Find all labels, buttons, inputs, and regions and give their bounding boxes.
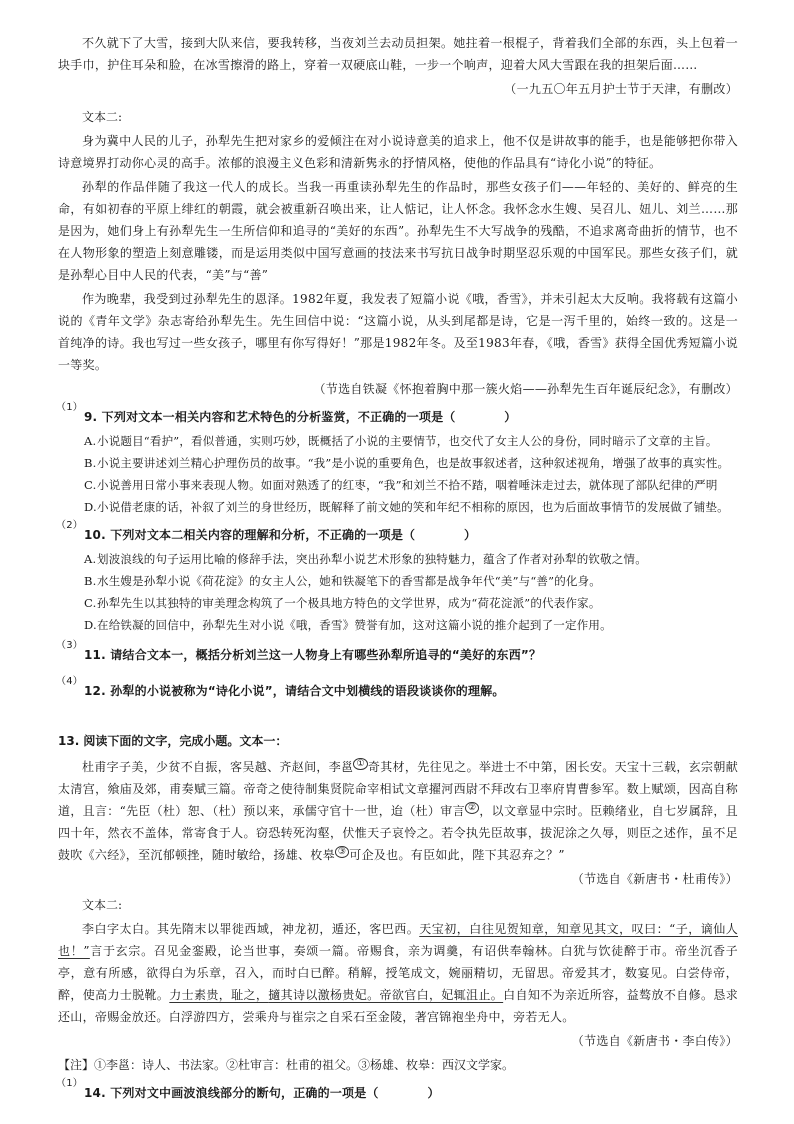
text2-para-2: 孙犁的作品伴随了我这一代人的成长。当我一再重读孙犁先生的作品时，那些女孩子们——年轻的、美好的、鲜亮的生命，有如初春的平原上绯红的朝霞，就会被重新召唤出来，让人惦记，让人怀念。我怀念水生嫂、吴召儿、妞儿、刘兰……那是因为，她们身上有孙犁先生一生所信仰和追寻的“美好的东西”。孙犁先生不大写战争的残酷，不追求离奇曲折的情节，也不在人物形象的塑造上刻意雕镂，而是运用类似中国写意画的技法来书写抗日战争时期坚忍乐观的中国军民。那些女孩子们，就是孙犁心目中人民的代表，“美”与“善” xyxy=(58,180,738,282)
classical-text2-part-f: 白自知不为亲近所容，益骜放不自修。恳求还山，帝赐金放还。白浮游四方，尝乘舟与崔宗之自采石至金陵，著宫锦袍坐舟中，旁若无人。 xyxy=(58,988,739,1024)
option-text: 划波浪线的句子运用比喻的修辞手法，突出孙犁小说艺术形象的独特魅力，蕴含了作者对孙犁的钦敬之情。 xyxy=(97,552,647,566)
option-letter: A. xyxy=(84,552,97,566)
option-letter: C. xyxy=(84,596,97,610)
exam-page xyxy=(58,32,738,1104)
question-12 xyxy=(56,676,738,702)
option-10a[interactable] xyxy=(71,548,738,570)
question-14-subnum: （1） xyxy=(56,1078,83,1089)
option-text: 在给铁凝的回信中，孙犁先生对小说《哦，香雪》赞誉有加，这对这篇小说的推介起到了一定作用。 xyxy=(97,618,612,632)
option-letter: B. xyxy=(84,574,97,588)
question-11-stem: 11. 请结合文本一，概括分析刘兰这一人物身上有哪些孙犁所追寻的“美好的东西”？ xyxy=(84,648,542,662)
underlined-sentence-2b: 擿其诗以激杨贵妃。帝欲官白，妃辄沮止。 xyxy=(268,988,504,1002)
text2-para-3: 作为晚辈，我受到过孙犁先生的恩泽。1982年夏，我发表了短篇小说《哦，香雪》，并未引起太大反响。我将载有这篇小说的《青年文学》杂志寄给孙犁先生。先生回信中说：“这篇小说，从头到尾都是诗，它是一泻千里的，始终一致的。这是一首纯净的诗。我也写过一些女孩子，哪里有你写得好！”那是1982年冬。及至1983年春，《哦，香雪》获得全国优秀短篇小说一等奖。 xyxy=(58,292,738,372)
text2-label: 文本二: xyxy=(82,110,123,124)
option-9b[interactable] xyxy=(71,452,738,474)
question-9-options xyxy=(58,430,738,518)
option-text: 小说题目“看护”，看似普通，实则巧妙，既概括了小说的主要情节，也交代了女主人公的身份，同时暗示了文章的主旨。 xyxy=(97,434,718,448)
option-text: 小说借老康的话，补叙了刘兰的身世经历，既解释了前文她的笑和年纪不相称的原因，也为后面故事情节的发展做了铺垫。 xyxy=(97,500,729,514)
question-10-subnum: （2） xyxy=(56,520,83,531)
question-10-stem: 10. 下列对文本二相关内容的理解和分析，不正确的一项是（ ） xyxy=(84,528,477,542)
question-11 xyxy=(56,640,738,666)
question-12-stem: 12. 孙犁的小说被称为“诗化小说”，请结合文中划横线的语段谈谈你的理解。 xyxy=(84,684,505,698)
note-marker-1: ① xyxy=(353,758,367,770)
question-9-subnum: （1） xyxy=(56,402,83,413)
classical-text2 xyxy=(58,918,738,1028)
classical-text1-part3: ，以文章显中宗时。臣赖绪业，自七岁属辞，且四十年，然衣不盖体，常寄食于人。窃恐转死沟壑，伏惟天子哀怜之。若令执先臣故事，拔泥涂之久辱，则臣之述作，虽不足鼓吹《六经》，至沉郁顿挫，随时敏给，扬雄、枚皋 xyxy=(58,804,738,862)
option-10d[interactable] xyxy=(71,614,738,636)
option-9c[interactable] xyxy=(71,474,738,496)
question-10 xyxy=(56,520,738,546)
text2-source: （节选自铁凝《怀抱着胸中那一簇火焰——孙犁先生百年诞辰纪念》，有删改） xyxy=(313,382,738,396)
option-letter: D. xyxy=(84,618,97,632)
question-12-subnum: （4） xyxy=(56,676,83,687)
underlined-sentence-2a: 力士素贵，耻之， xyxy=(169,988,269,1002)
classical-text1-source: （节选自《新唐书・杜甫传》） xyxy=(571,872,738,886)
question-9 xyxy=(56,402,738,428)
question-14-stem: 14. 下列对文中画波浪线部分的断句，正确的一项是（ ） xyxy=(84,1086,440,1100)
annotation-note: 【注】①李邕：诗人、书法家。②杜审言：杜甫的祖父。③杨雄、枚皋：西汉文学家。 xyxy=(58,1058,515,1072)
classical-text2-part-c: 言于玄宗。召见金銮殿，论当世事，奏颂一篇。帝赐食，亲为调羹，有诏供奉翰林。白犹与饮徒醉于市。帝坐沉香子亭，意有所感，欲得白为乐章，召入，而时白已醉。稍解，授笔成文，婉丽精切，无留思。帝爱其才，数宴见。白尝侍帝，醉，使高力士脱靴。 xyxy=(58,944,738,1002)
classical-text2-source: （节选自《新唐书・李白传》） xyxy=(571,1034,738,1048)
option-letter: C. xyxy=(84,478,97,492)
classical-text2-label: 文本二: xyxy=(82,898,123,912)
option-10b[interactable] xyxy=(71,570,738,592)
question-11-subnum: （3） xyxy=(56,640,83,651)
classical-text1-part4: 可企及也。有臣如此，陛下其忍弃之？” xyxy=(349,848,565,862)
note-marker-3: ③ xyxy=(335,846,349,858)
option-letter: B. xyxy=(84,456,97,470)
option-text: 小说主要讲述刘兰精心护理伤员的故事。“我”是小说的重要角色，也是故事叙述者，这种叙述视角，增强了故事的真实性。 xyxy=(97,456,730,470)
option-letter: D. xyxy=(84,500,97,514)
option-letter: A. xyxy=(84,434,97,448)
text2-para-1: 身为冀中人民的儿子，孙犁先生把对家乡的爱倾注在对小说诗意美的追求上，他不仅是讲故事的能手，也是能够把你带入诗意境界打动你心灵的高手。浓郁的浪漫主义色彩和清新隽永的抒情风格，使他的作品具有“诗化小说”的特征。 xyxy=(58,134,738,170)
option-text: 水生嫂是孙犁小说《荷花淀》的女主人公，她和铁凝笔下的香雪都是战争年代“美”与“善”的化身。 xyxy=(97,574,602,588)
option-9d[interactable] xyxy=(71,496,738,518)
question-9-stem: 9. 下列对文本一相关内容和艺术特色的分析鉴赏，不正确的一项是（ ） xyxy=(84,410,517,424)
underlined-sentence-1: 天宝初，白往见贺知章，知章见其文，叹曰：“子，谪仙人也！” xyxy=(58,922,739,958)
passage1-tail: 不久就下了大雪，接到大队来信，要我转移，当夜刘兰去动员担架。她拄着一根棍子，背着我们全部的东西，头上包着一块手巾，护住耳朵和脸，在冰雪擦滑的路上，穿着一双硬底山鞋，一步一个响声，迎着大风大雪跟在我的担架后面…… xyxy=(58,36,738,72)
option-text: 小说善用日常小事来表现人物。如面对熟透了的红枣，“我”和刘兰不拾不踏，咽着唾沫走过去，就体现了部队纪律的严明 xyxy=(97,478,718,492)
option-9a[interactable] xyxy=(71,430,738,452)
classical-text1-part2: 奇其材，先往见之。举进士不中第，困长安。天宝十三载，玄宗朝献太清宫，飨庙及郊，甫奏赋三篇。帝奇之使待制集贤院命宰相试文章擢河西尉不拜改右卫率府胄曹参军。数上赋颂，因高自称道，且言：“先臣（杜）恕、（杜）预以来，承儒守官十一世，迨（杜）审言 xyxy=(58,760,738,818)
classical-text1 xyxy=(58,756,738,866)
passage1-source: （一九五〇年五月护士节于天津，有删改） xyxy=(504,82,738,96)
question-13-heading: 13. 阅读下面的文字，完成小题。文本一： xyxy=(58,734,288,748)
question-14 xyxy=(56,1078,738,1104)
option-text: 孙犁先生以其独特的审美理念构筑了一个极具地方特色的文学世界，成为“荷花淀派”的代表作家。 xyxy=(97,596,601,610)
classical-text2-part-a: 李白字太白。其先隋末以罪徙西域，神龙初，遁还，客巴西。 xyxy=(82,922,420,936)
classical-text1-part1: 杜甫字子美，少贫不自振，客吴越、齐赵间，李邕 xyxy=(82,760,354,774)
note-marker-2: ② xyxy=(465,802,479,814)
question-10-options xyxy=(58,548,738,636)
option-10c[interactable] xyxy=(71,592,738,614)
